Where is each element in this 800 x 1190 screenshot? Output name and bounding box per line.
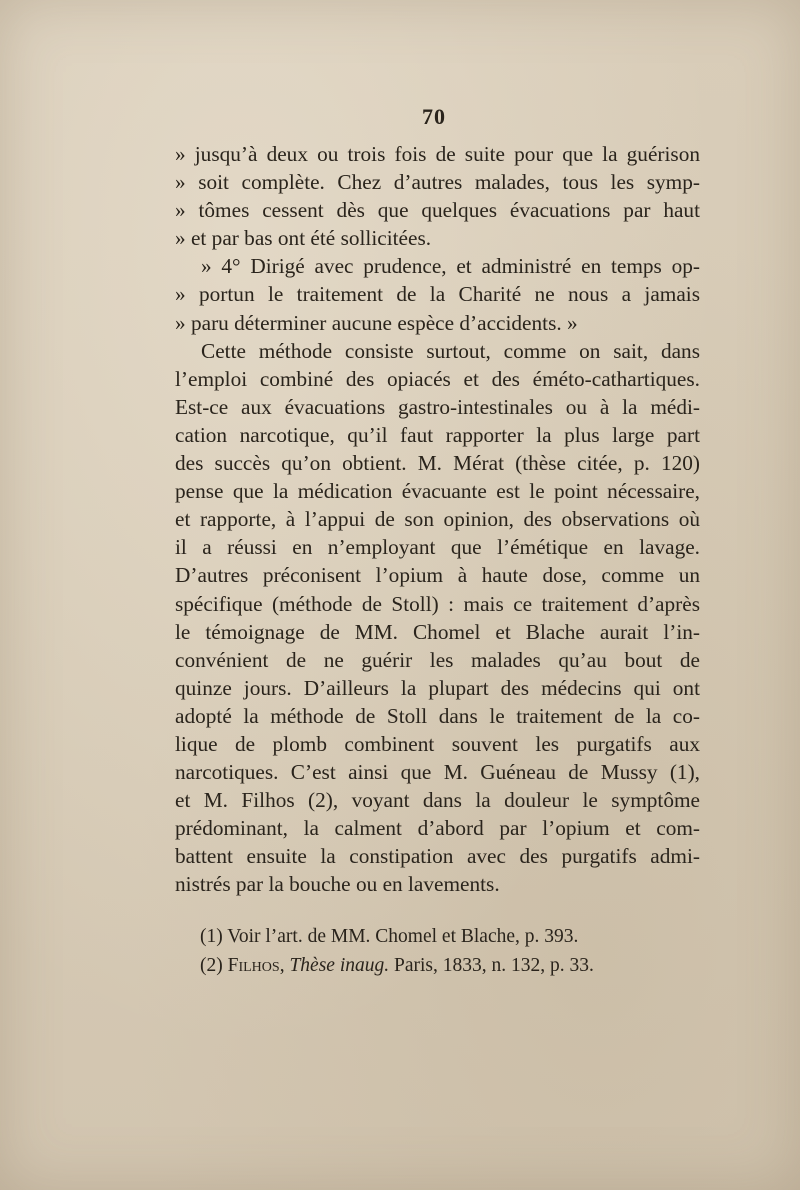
text-line: battent ensuite la constipation avec des purgatifs admi- — [175, 844, 700, 869]
footnote-title: Thèse inaug. — [289, 954, 390, 976]
text-line: lique de plomb combinent souvent les purgatifs aux — [175, 731, 700, 756]
footnote-separator: , — [279, 954, 290, 976]
text-line: » et par bas ont été sollicitées. — [175, 226, 432, 251]
text-line: prédominant, la calment d’abord par l’opium et com- — [175, 816, 700, 841]
footnote-marker: (2) — [200, 954, 228, 976]
text-line: » paru déterminer aucune espèce d’accidents. » — [175, 310, 578, 335]
text-line: spécifique (méthode de Stoll) : mais ce traitement d’après — [175, 591, 700, 616]
text-line: D’autres préconisent l’opium à haute dose, comme un — [175, 563, 700, 588]
text-line: quinze jours. D’ailleurs la plupart des médecins qui ont — [175, 675, 700, 700]
text-line: cation narcotique, qu’il faut rapporter la plus large part — [175, 422, 700, 447]
text-line: des succès qu’on obtient. M. Mérat (thèse citée, p. 120) — [175, 451, 700, 476]
text-line: nistrés par la bouche ou en lavements. — [175, 872, 500, 897]
text-line: le témoignage de MM. Chomel et Blache aurait l’in- — [175, 619, 700, 644]
footnote-author: Filhos — [227, 954, 280, 976]
footnote-reference: Paris, 1833, n. 132, p. 33. — [389, 954, 594, 976]
text-line: pense que la médication évacuante est le point nécessaire, — [175, 479, 700, 504]
text-line: » tômes cessent dès que quelques évacuations par haut — [175, 198, 700, 223]
page-number: 70 — [422, 104, 446, 129]
body-text — [175, 140, 700, 899]
text-line: narcotiques. C’est ainsi que M. Guéneau de Mussy (1), — [175, 760, 700, 785]
text-line: adopté la méthode de Stoll dans le traitement de la co- — [175, 703, 700, 728]
text-line: l’emploi combiné des opiacés et des éméto-cathartiques. — [175, 366, 700, 391]
text-line: convénient de ne guérir les malades qu’au bout de — [175, 647, 700, 672]
footnote-1: (1) Voir l’art. de MM. Chomel et Blache, p. 393. — [200, 926, 579, 947]
text-line: » 4° Dirigé avec prudence, et administré en temps op- — [201, 254, 700, 279]
text-line: et rapporte, à l’appui de son opinion, des observations où — [175, 507, 700, 532]
text-line: et M. Filhos (2), voyant dans la douleur le symptôme — [175, 788, 700, 813]
text-line: » jusqu’à deux ou trois fois de suite pour que la guérison — [175, 142, 700, 166]
text-line: Est-ce aux évacuations gastro-intestinales ou à la médi- — [175, 394, 700, 419]
text-line: » soit complète. Chez d’autres malades, tous les symp- — [175, 170, 700, 195]
text-line: Cette méthode consiste surtout, comme on sait, dans — [201, 338, 700, 363]
footnotes — [200, 923, 660, 980]
text-line: il a réussi en n’employant que l’émétique en lavage. — [175, 535, 700, 560]
footnote-2 — [200, 952, 660, 981]
text-line: » portun le traitement de la Charité ne nous a jamais — [175, 282, 700, 307]
